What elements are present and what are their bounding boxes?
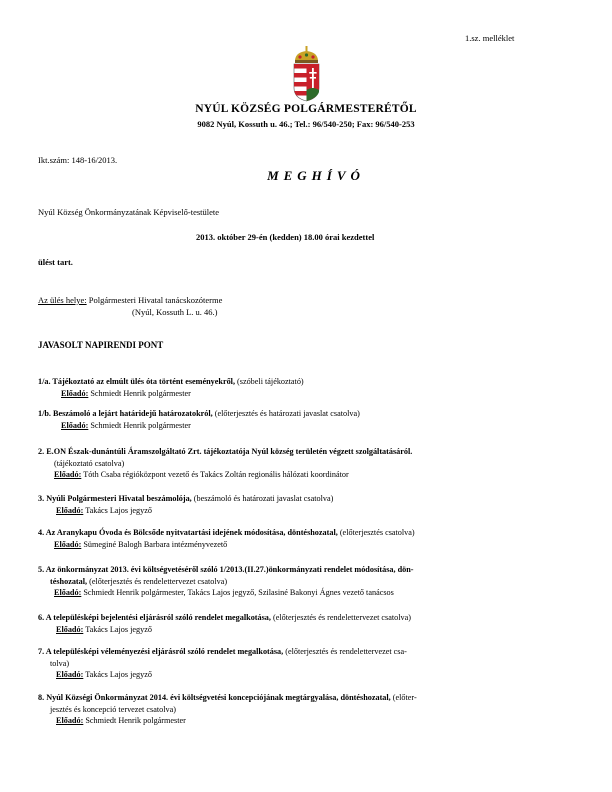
presenter-name: Takács Lajos jegyző	[83, 624, 152, 634]
agenda-item	[38, 612, 578, 635]
agenda-item-note: (előterjesztés csatolva)	[337, 528, 415, 537]
presenter-label: Előadó:	[54, 470, 82, 479]
agenda-item-continuation: (előterjesztés és rendelettervezet csatolva)	[87, 576, 228, 586]
agenda-item-note: (előterjesztés és rendelettervezet csatolva)	[270, 613, 411, 622]
addressee: Nyúl Község Önkormányzatának Képviselő-testülete	[38, 207, 220, 217]
agenda-item-title: 8. Nyúl Községi Önkormányzat 2014. évi költségvetési koncepciójának megtárgyalása, döntéshozatal,	[38, 693, 391, 702]
agenda-item	[38, 564, 578, 599]
presenter-label: Előadó:	[56, 505, 84, 515]
meeting-datetime: 2013. október 29-én (kedden) 18.00 órai kezdettel	[196, 232, 375, 242]
presenter-name: Schmiedt Henrik polgármester	[88, 420, 191, 430]
agenda-item-note: (előter-	[390, 693, 417, 702]
presenter-name: Schmiedt Henrik polgármester	[88, 388, 191, 398]
agenda-item	[38, 408, 578, 431]
presenter-name: Schmiedt Henrik polgármester, Takács Lajos jegyző, Szilasiné Bakonyi Ágnes vezető tanácsos	[81, 588, 394, 597]
presenter-name: Sümeginé Balogh Barbara intézményvezető	[81, 539, 228, 549]
coat-of-arms-icon	[290, 46, 323, 102]
agenda-item-title: 1/b. Beszámoló a lejárt határidejű határozatokról,	[38, 409, 213, 418]
presenter-label: Előadó:	[56, 716, 84, 725]
agenda-item	[38, 692, 578, 727]
agenda-item-continuation: (tájékoztató csatolva)	[54, 458, 125, 468]
agenda-item-note: (előterjesztés és rendelettervezet csa-	[283, 647, 407, 656]
session-text: ülést tart.	[38, 257, 73, 267]
agenda-item	[38, 527, 578, 550]
agenda-heading: JAVASOLT NAPIRENDI PONT	[38, 340, 164, 350]
agenda-item-title: 2. E.ON Észak-dunántúli Áramszolgáltató Zrt. tájékoztatója Nyúl község területén végzett szolgáltatásáról.	[38, 447, 413, 456]
agenda-item-title: 1/a. Tájékoztató az elmúlt ülés óta történt eseményekről,	[38, 377, 235, 386]
reference-number: Ikt.szám: 148-16/2013.	[38, 155, 118, 165]
presenter-label: Előadó:	[61, 420, 89, 430]
presenter-label: Előadó:	[56, 670, 84, 679]
agenda-item-continuation: tolva)	[50, 658, 70, 668]
document-title: MEGHÍVÓ	[267, 168, 365, 183]
venue-place: Polgármesteri Hivatal tanácskozóterme	[86, 295, 223, 305]
presenter-name: Tóth Csaba régióközpont vezető és Takács Zoltán regionális hálózati koordinátor	[81, 470, 349, 479]
agenda-item-note: (szóbeli tájékoztató)	[235, 377, 304, 386]
presenter-name: Takács Lajos jegyző	[83, 670, 152, 679]
agenda-item-title: 6. A településképi bejelentési eljárásról szóló rendelet megalkotása,	[38, 613, 271, 622]
agenda-item	[38, 493, 578, 516]
agenda-item-title: 3. Nyúli Polgármesteri Hivatal beszámolója,	[38, 494, 192, 503]
presenter-label: Előadó:	[54, 588, 82, 597]
organization-address: 9082 Nyúl, Kossuth u. 46.; Tel.: 96/540-250; Fax: 96/540-253	[197, 119, 415, 129]
agenda-item-title: 7. A településképi véleményezési eljárásról szóló rendelet megalkotása,	[38, 647, 284, 656]
venue-label: Az ülés helye:	[38, 295, 87, 305]
agenda-item-note: (előterjesztés és határozati javaslat csatolva)	[212, 409, 360, 418]
organization-title: NYÚL KÖZSÉG POLGÁRMESTERÉTŐL	[195, 103, 417, 115]
presenter-name: Schmiedt Henrik polgármester	[83, 716, 186, 725]
agenda-item	[38, 376, 578, 399]
agenda-item-note: (beszámoló és határozati javaslat csatolva)	[191, 494, 334, 503]
presenter-name: Takács Lajos jegyző	[83, 505, 152, 515]
presenter-label: Előadó:	[54, 539, 82, 549]
agenda-item-continuation-bold: téshozatal,	[50, 576, 88, 586]
venue	[38, 295, 222, 305]
presenter-label: Előadó:	[61, 388, 89, 398]
annex-label: 1.sz. melléklet	[465, 33, 515, 43]
agenda-item	[38, 446, 578, 481]
agenda-item	[38, 646, 578, 681]
presenter-label: Előadó:	[56, 624, 84, 634]
agenda-item-title: 4. Az Aranykapu Óvoda és Bölcsőde nyitvatartási idejének módosítása, döntéshozatal,	[38, 528, 338, 537]
venue-address: (Nyúl, Kossuth L. u. 46.)	[132, 307, 218, 317]
agenda-item-title: 5. Az önkormányzat 2013. évi költségvetéséről szóló 1/2013.(II.27.)önkormányzati rendelet módosítása, dön-	[38, 565, 414, 574]
agenda-item-continuation: jesztés és koncepció tervezet csatolva)	[50, 704, 176, 714]
